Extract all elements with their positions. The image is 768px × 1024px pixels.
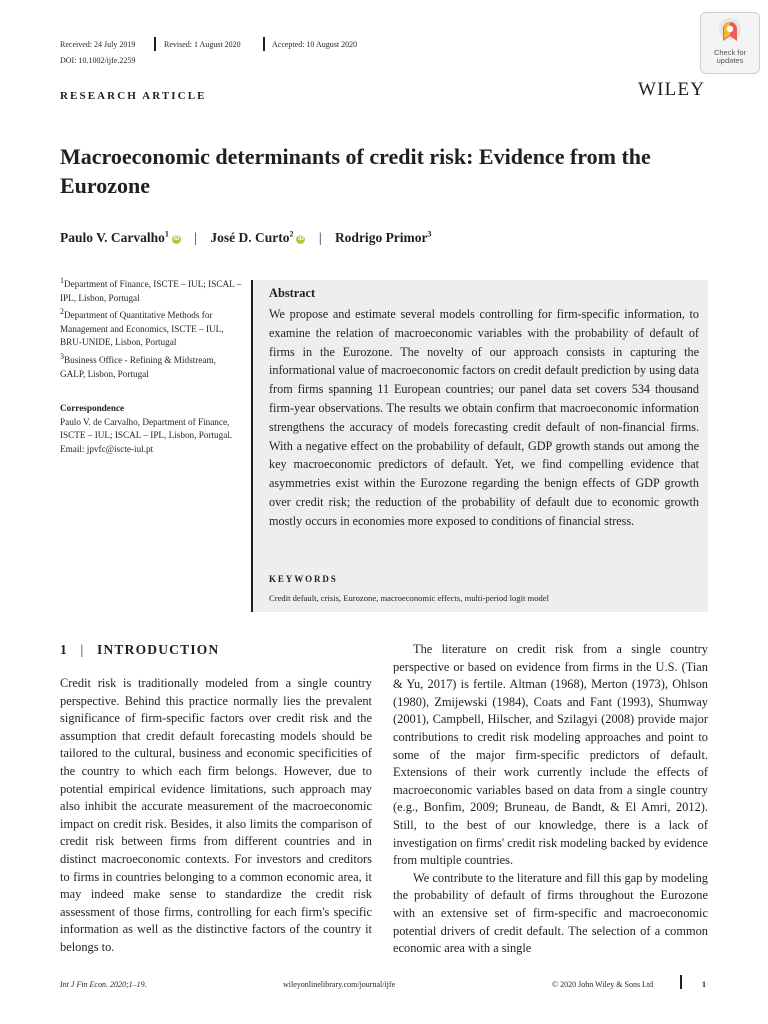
keywords-heading: KEYWORDS	[269, 574, 338, 584]
affiliation-number: 3	[427, 229, 432, 239]
received-date: Received: 24 July 2019	[60, 40, 136, 49]
author-separator: |	[318, 230, 322, 245]
divider	[680, 975, 682, 989]
divider	[263, 37, 265, 51]
orcid-icon[interactable]: iD	[173, 236, 180, 242]
journal-url[interactable]: wileyonlinelibrary.com/journal/ijfe	[283, 980, 396, 989]
keywords-list: Credit default, crisis, Eurozone, macroeconomic effects, multi-period logit model	[269, 593, 550, 603]
abstract-box	[253, 280, 708, 612]
section-title: INTRODUCTION	[97, 642, 220, 657]
divider	[154, 37, 156, 51]
author-name[interactable]: José D. Curto	[210, 230, 290, 245]
abstract-heading: Abstract	[269, 286, 316, 300]
journal-citation: Int J Fin Econ. 2020;1–19.	[60, 980, 147, 989]
check-for-updates-label: Check for updates	[713, 48, 747, 65]
correspondence-email[interactable]: Email: jpvfc@iscte-iul.pt	[60, 443, 154, 454]
author-separator: |	[194, 230, 197, 245]
article-type: RESEARCH ARTICLE	[60, 90, 207, 102]
bookmark-icon	[718, 17, 742, 45]
author-name[interactable]: Rodrigo Primor	[334, 230, 428, 245]
correspondence-text: Paulo V. de Carvalho, Department of Finance, ISCTE – IUL; ISCAL – IPL, Lisbon, Portugal.	[60, 416, 233, 441]
section-separator: |	[80, 642, 85, 657]
affiliations	[60, 275, 242, 385]
affiliation-number: 2	[289, 229, 294, 239]
orcid-icon[interactable]: iD	[297, 236, 304, 242]
section-number: 1	[60, 642, 68, 657]
check-for-updates-badge[interactable]	[700, 12, 760, 74]
body-paragraph: We contribute to the literature and fill this gap by modeling the probability of default of firms throughout the Eurozone with an extensive set of firm-specific and macroeconomic potential drivers of credit default. The selection of a common economic area with a single	[393, 870, 708, 956]
affiliation: $^2$Department of Quantitative Methods for Management and Economics, ISCTE – IUL, BRU-UNIDE, Lisbon, Portugal	[60, 307, 224, 348]
revised-date: Revised: 1 August 2020	[164, 40, 241, 49]
correspondence	[60, 402, 242, 460]
author-name[interactable]: Paulo V. Carvalho	[60, 230, 165, 245]
right-column	[393, 641, 708, 958]
correspondence-heading: Correspondence	[60, 403, 125, 413]
copyright: © 2020 John Wiley & Sons Ltd	[552, 980, 654, 989]
section-heading	[60, 642, 219, 658]
page-number: 1	[702, 980, 706, 989]
accepted-date: Accepted: 10 August 2020	[272, 40, 358, 49]
article-title: Macroeconomic determinants of credit risk: Evidence from the Eurozone	[60, 144, 651, 198]
publisher-logo: WILEY	[638, 79, 706, 100]
affiliation-number: 1	[164, 229, 169, 239]
body-paragraph: Credit risk is traditionally modeled from a single country perspective. Behind this practice normally lies the prevalent significance of firm-specific factors over credit risk and the assumption that credit default forecasting models should be tailored to the cultural, business and economic specificities of the country to which each firm belongs. However, due to potential empirical evidence limitations, such approach may also inhibit the accurate measurement of the macroeconomic impact on credit risk. Besides, it also limits the comparison of credit risk between firms from different countries and in distinct macroeconomic contexts. For investors and creditors to firms in countries belonging to a common economic area, it may indeed make sense to standardize the credit risk assessment of those firms, controlling for each firm's specific information as well as the distinctive factors of the country it belongs to.	[60, 676, 372, 954]
author-list	[60, 230, 432, 246]
affiliation: $^3$Business Office - Refining & Midstream, GALP, Lisbon, Portugal	[60, 351, 216, 379]
body-paragraph: The literature on credit risk from a single country perspective or based on evidence from firms in the U.S. (Tian & Yu, 2017) is fertile. Altman (1968), Merton (1973), Ohlson (1980), Zmijewski (1984), Coats and Fant (1993), Shumway (2001), Campbell, Hilscher, and Szilagyi (2008) provide major contributions to credit risk modeling approaches and point to some of the major firm-specific predictors of default. Extensions of their work currently include the effects of macroeconomic variables based on data from a single country (e.g., Bonfim, 2009; Bruneau, de Bandt, & El Amri, 2012). Still, to the best of our knowledge, there is a lack of investigation on firms' credit risk modeling backed by evidence from multiple countries.	[393, 642, 708, 868]
doi[interactable]: DOI: 10.1002/ijfe.2259	[60, 56, 136, 65]
affiliation: $^1$Department of Finance, ISCTE – IUL; ISCAL – IPL, Lisbon, Portugal	[60, 275, 242, 303]
abstract-text: We propose and estimate several models controlling for firm-specific information, to examine the relation of macroeconomic variables with the probability of default of firms in the Eurozone. The novelty of our approach consists in capturing the informational value of macroeconomic factors on credit default prediction by using data from firms spanning 11 European countries; our panel data set covers 534 thousand firm-year observations. The results we obtain confirm that macroeconomic information strengthens the accuracy of models forecasting credit default of non-financial firms. With a negative effect on the probability of default, GDP growth stands out among the key macroeconomic predictors of default. Yet, we find compelling evidence that asymmetries exist within the Eurozone regarding the benign effects of GDP growth over credit risk; the reduction of the probability of default due to economic growth mostly occurs in economies more exposed to conditions of financial stress.	[269, 307, 699, 528]
